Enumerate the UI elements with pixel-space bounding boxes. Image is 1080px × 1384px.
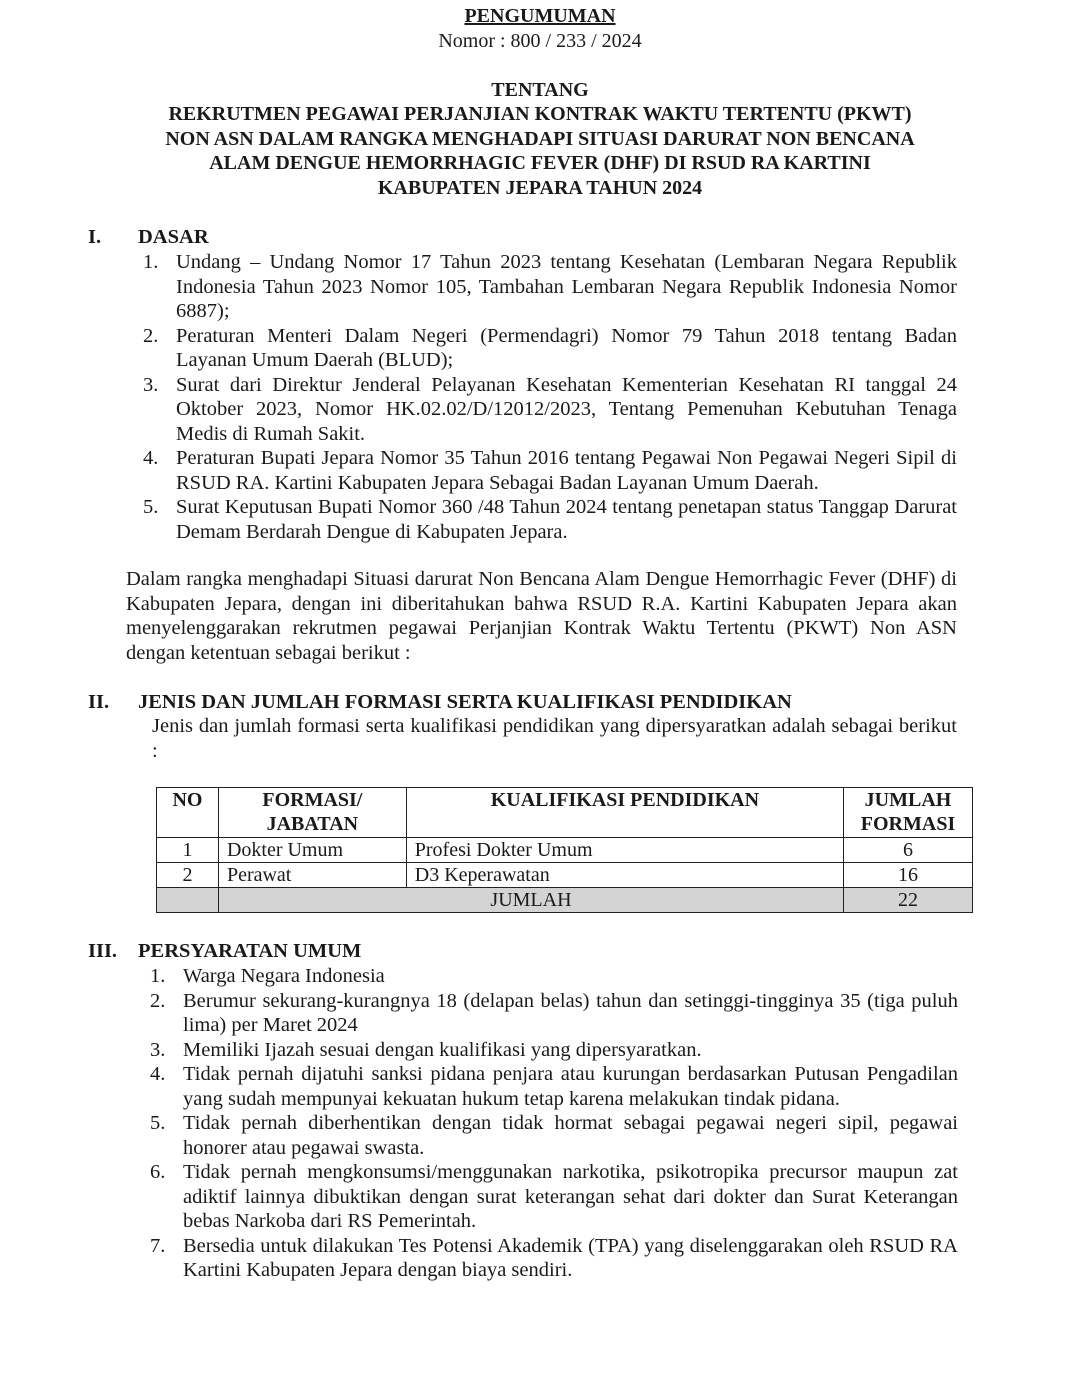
- list-item-number: 2.: [143, 324, 159, 347]
- list-item-number: 3.: [150, 1038, 166, 1061]
- list-item-number: 2.: [150, 989, 166, 1012]
- list-item: [150, 1062, 958, 1111]
- cell-jumlah: 16: [844, 863, 973, 888]
- total-label: JUMLAH: [218, 888, 843, 913]
- subject-line: ALAM DENGUE HEMORRHAGIC FEVER (DHF) DI RSUD RA KARTINI: [209, 152, 871, 174]
- document-subject: [120, 102, 960, 200]
- list-item-text: Peraturan Menteri Dalam Negeri (Permendagri) Nomor 79 Tahun 2018 tentang Badan Layanan Umum Daerah (BLUD);: [176, 324, 957, 371]
- formasi-table: [156, 787, 973, 913]
- table-total-row: [157, 888, 973, 913]
- section-3-number: III.: [88, 940, 118, 962]
- header-jumlah: [844, 788, 973, 838]
- subject-line: REKRUTMEN PEGAWAI PERJANJIAN KONTRAK WAKTU TERTENTU (PKWT): [168, 103, 912, 125]
- formasi-intro: Jenis dan jumlah formasi serta kualifikasi pendidikan yang dipersyaratkan adalah sebagai berikut :: [152, 715, 957, 762]
- intro-paragraph: Dalam rangka menghadapi Situasi darurat Non Bencana Alam Dengue Hemorrhagic Fever (DHF) di Kabupaten Jepara, dengan ini diberitahukan bahwa RSUD R.A. Kartini Kabupaten Jepara akan menyelenggarakan rekrutmen pegawai Perjanjian Kontrak Waktu Tertentu (PKWT) Non ASN dengan ketentuan sebagai berikut :: [126, 568, 957, 664]
- cell-no: 1: [157, 838, 219, 863]
- list-item-number: 1.: [150, 965, 166, 987]
- cell-jumlah: 6: [844, 838, 973, 863]
- header-jumlah-line: JUMLAH: [864, 789, 952, 811]
- subject-line: NON ASN DALAM RANGKA MENGHADAPI SITUASI DARURAT NON BENCANA: [165, 127, 915, 150]
- document-number: Nomor : 800 / 233 / 2024: [438, 30, 642, 52]
- list-item: [150, 1234, 958, 1283]
- cell-empty: [157, 888, 219, 913]
- total-value: 22: [844, 888, 973, 913]
- section-2-number: II.: [88, 691, 110, 713]
- header-jabatan-line: FORMASI/: [262, 789, 363, 811]
- table-row: [157, 863, 973, 888]
- list-item: [150, 1038, 958, 1063]
- list-item-text: Warga Negara Indonesia: [183, 965, 385, 987]
- list-item-text: Peraturan Bupati Jepara Nomor 35 Tahun 2016 tentang Pegawai Non Pegawai Negeri Sipil di RSUD RA. Kartini Kabupaten Jepara Sebagai Badan Layanan Umum Daerah.: [176, 447, 957, 494]
- section-3-title: PERSYARATAN UMUM: [138, 940, 362, 962]
- section-2-title: JENIS DAN JUMLAH FORMASI SERTA KUALIFIKASI PENDIDIKAN: [138, 691, 792, 713]
- list-item-text: Surat dari Direktur Jenderal Pelayanan Kesehatan Kementerian Kesehatan RI tanggal 24 Oktober 2023, Nomor HK.02.02/D/12012/2023, Tentang Pemenuhan Kebutuhan Tenaga Medis di Rumah Sakit.: [176, 373, 957, 445]
- cell-no: 2: [157, 863, 219, 888]
- header-jabatan: [218, 788, 406, 838]
- list-item-number: 3.: [143, 373, 159, 396]
- subject-line: KABUPATEN JEPARA TAHUN 2024: [377, 176, 703, 199]
- cell-jabatan: Dokter Umum: [218, 838, 406, 863]
- list-item: [150, 989, 958, 1038]
- cell-kualifikasi: D3 Keperawatan: [406, 863, 843, 888]
- list-item-number: 7.: [150, 1234, 166, 1257]
- document-title: PENGUMUMAN: [464, 5, 616, 27]
- list-item-number: 5.: [150, 1112, 166, 1134]
- list-item: [143, 446, 957, 495]
- cell-jabatan: Perawat: [218, 863, 406, 888]
- list-item-text: Tidak pernah diberhentikan dengan tidak hormat sebagai pegawai negeri sipil, pegawai honorer atau pegawai swasta.: [183, 1112, 958, 1159]
- persyaratan-list: [150, 964, 958, 1283]
- list-item-number: 4.: [150, 1063, 166, 1085]
- cell-kualifikasi: Profesi Dokter Umum: [406, 838, 843, 863]
- list-item-number: 6.: [150, 1161, 166, 1183]
- header-jumlah-line: FORMASI: [860, 813, 956, 835]
- table-row: [157, 838, 973, 863]
- list-item: [143, 324, 957, 373]
- list-item-text: Tidak pernah mengkonsumsi/menggunakan narkotika, psikotropika precursor maupun zat adiktif lainnya dibuktikan dengan surat keterangan sehat dari dokter dan Surat Keterangan bebas Narkoba dari RS Pemerintah.: [183, 1161, 958, 1232]
- list-item: [150, 964, 958, 989]
- list-item: [150, 1111, 958, 1160]
- section-1-title: DASAR: [138, 226, 209, 248]
- list-item: [150, 1160, 958, 1234]
- list-item-text: Surat Keputusan Bupati Nomor 360 /48 Tahun 2024 tentang penetapan status Tanggap Darurat Demam Berdarah Dengue di Kabupaten Jepara.: [176, 496, 957, 543]
- list-item-number: 1.: [143, 251, 159, 273]
- list-item-text: Tidak pernah dijatuhi sanksi pidana penjara atau kurungan berdasarkan Putusan Pengadilan yang sudah mempunyai kekuatan hukum tetap karena melakukan tindak pidana.: [183, 1063, 958, 1110]
- list-item-number: 5.: [143, 496, 159, 518]
- list-item-text: Bersedia untuk dilakukan Tes Potensi Akademik (TPA) yang diselenggarakan oleh RSUD RA Kartini Kabupaten Jepara dengan biaya sendiri.: [183, 1234, 958, 1281]
- list-item-text: Berumur sekurang-kurangnya 18 (delapan belas) tahun dan setinggi-tingginya 35 (tiga puluh lima) per Maret 2024: [183, 989, 958, 1036]
- list-item: [143, 373, 957, 447]
- list-item: [143, 250, 957, 324]
- header-jabatan-line: JABATAN: [266, 813, 359, 835]
- section-1-number: I.: [88, 226, 102, 248]
- table-header-row: [157, 788, 973, 838]
- dasar-list: [143, 250, 957, 544]
- header-kualifikasi: KUALIFIKASI PENDIDIKAN: [406, 788, 843, 838]
- list-item-text: Undang – Undang Nomor 17 Tahun 2023 tentang Kesehatan (Lembaran Negara Republik Indonesia Tahun 2023 Nomor 105, Tambahan Lembaran Negara Republik Indonesia Nomor 6887);: [176, 251, 957, 322]
- list-item-text: Memiliki Ijazah sesuai dengan kualifikasi yang dipersyaratkan.: [183, 1038, 702, 1061]
- header-no: NO: [157, 788, 219, 838]
- list-item-number: 4.: [143, 447, 159, 469]
- list-item: [143, 495, 957, 544]
- tentang-heading: TENTANG: [491, 79, 589, 101]
